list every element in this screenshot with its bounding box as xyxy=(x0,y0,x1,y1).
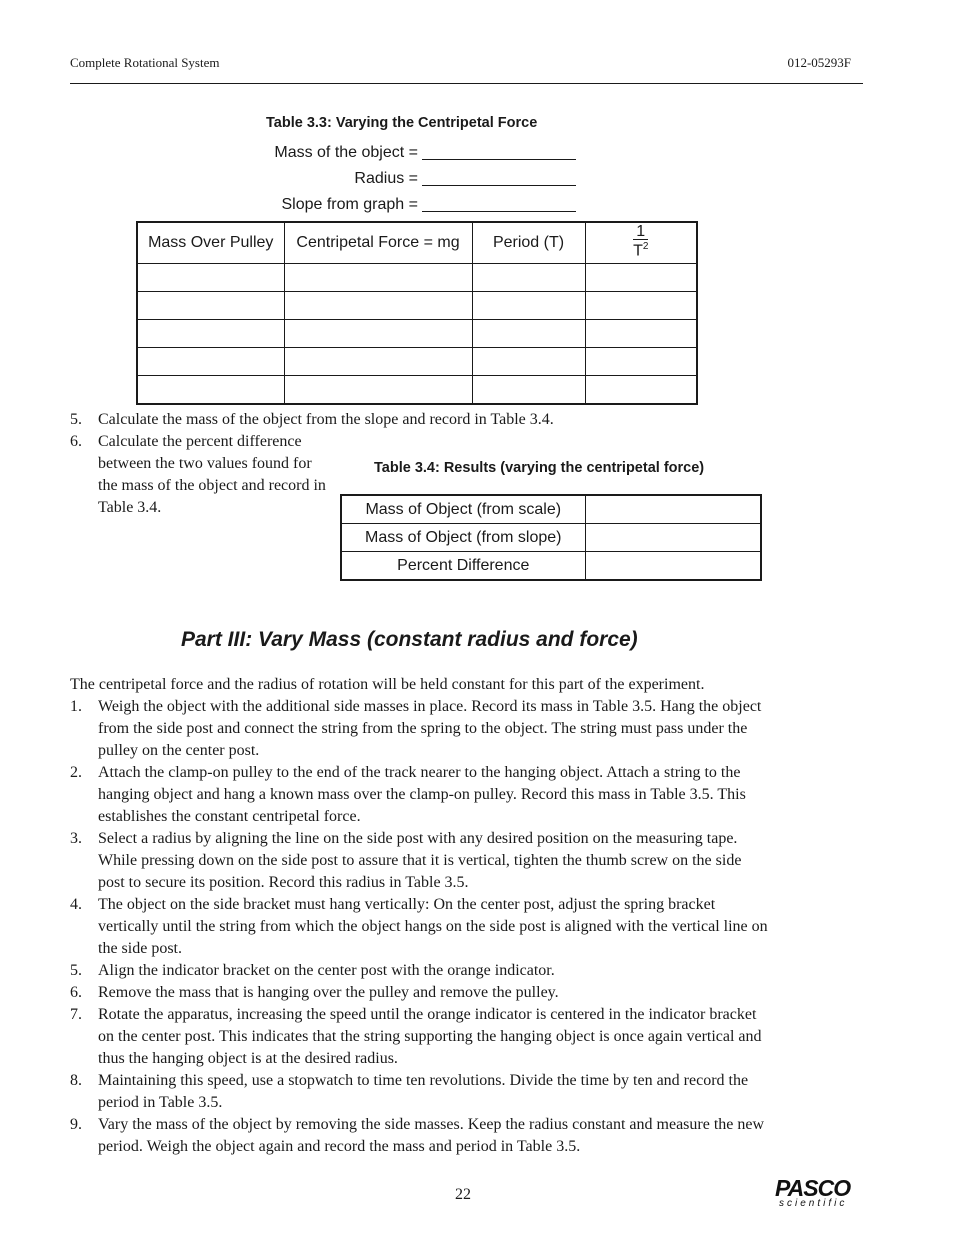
step-number: 2. xyxy=(70,764,82,781)
table-3-4-caption: Table 3.4: Results (varying the centripetal force) xyxy=(374,460,705,476)
step-number: 8. xyxy=(70,1072,82,1089)
step-number: 6. xyxy=(70,984,82,1001)
table-cell[interactable] xyxy=(472,376,585,405)
step-text: The object on the side bracket must hang vertically: On the center post, adjust the spring bracket vertically until the string from which the object hangs on the side post is aligned with the vertical line on the side post. xyxy=(98,896,768,957)
list-item xyxy=(70,409,788,431)
table-cell[interactable] xyxy=(284,376,472,405)
step-number: 7. xyxy=(70,1006,82,1023)
table-cell[interactable] xyxy=(585,264,697,292)
table-cell[interactable] xyxy=(585,292,697,320)
list-item xyxy=(70,960,770,982)
pasco-logo xyxy=(775,1175,863,1210)
field-label: Mass of the object = xyxy=(274,144,418,161)
fill-in-blank xyxy=(422,159,576,160)
table-3-4 xyxy=(340,494,762,581)
list-item xyxy=(70,982,770,1004)
table-header-row xyxy=(137,222,697,264)
table-row xyxy=(341,495,761,524)
step-text: Attach the clamp-on pulley to the end of the track nearer to the hanging object. Attach a string to the hanging object and hang a known mass over the clamp-on pulley. Record this mass in Table 3.5. This establishes the constant centripetal force. xyxy=(98,764,746,825)
list-item xyxy=(70,762,770,828)
step-number: 3. xyxy=(70,830,82,847)
fraction-denominator xyxy=(633,240,648,258)
row-label-mass-from-slope: Mass of Object (from slope) xyxy=(341,524,585,552)
table-row xyxy=(137,348,697,376)
list-item xyxy=(70,894,770,960)
list-item xyxy=(70,1114,770,1158)
step-number: 5. xyxy=(70,411,82,428)
step-text: Maintaining this speed, use a stopwatch to time ten revolutions. Divide the time by ten and record the period in Table 3.5. xyxy=(98,1072,749,1111)
table-cell[interactable] xyxy=(137,376,284,405)
fraction-numerator: 1 xyxy=(633,225,648,240)
part-3-body xyxy=(70,674,770,1158)
table-cell[interactable] xyxy=(585,524,761,552)
table-cell[interactable] xyxy=(585,348,697,376)
fraction xyxy=(633,225,648,258)
table-cell[interactable] xyxy=(284,348,472,376)
table-cell[interactable] xyxy=(585,376,697,405)
column-header-period: Period (T) xyxy=(472,222,585,264)
step-text: Calculate the percent difference between the two values found for the mass of the object and record in Table 3.4. xyxy=(98,433,326,516)
row-label-mass-from-scale: Mass of Object (from scale) xyxy=(341,495,585,524)
table-3-3 xyxy=(136,221,698,405)
exponent: 2 xyxy=(642,241,649,253)
logo-wordmark: PASCO xyxy=(775,1175,851,1201)
table-cell[interactable] xyxy=(472,348,585,376)
header-rule xyxy=(70,83,863,84)
fill-in-blank xyxy=(422,211,576,212)
table-row xyxy=(137,376,697,405)
step-number: 9. xyxy=(70,1116,82,1133)
table-row xyxy=(137,264,697,292)
table-cell[interactable] xyxy=(137,264,284,292)
step-text: Remove the mass that is hanging over the pulley and remove the pulley. xyxy=(98,984,559,1001)
table-cell[interactable] xyxy=(585,495,761,524)
table-3-3-caption: Table 3.3: Varying the Centripetal Force xyxy=(266,115,538,131)
list-item xyxy=(70,828,770,894)
fill-in-blank xyxy=(422,185,576,186)
intro-paragraph: The centripetal force and the radius of rotation will be held constant for this part of the experiment. xyxy=(70,676,705,693)
table-cell[interactable] xyxy=(585,552,761,581)
step-text: Weigh the object with the additional side masses in place. Record its mass in Table 3.5. Hang the object from the side post and connect the string from the spring to the object. The string must pass under the pulley on the center post. xyxy=(98,698,762,759)
column-header-centripetal-force: Centripetal Force = mg xyxy=(284,222,472,264)
table-cell[interactable] xyxy=(472,292,585,320)
page-number: 22 xyxy=(455,1186,471,1203)
logo-tagline: scientific xyxy=(779,1198,848,1209)
table-cell[interactable] xyxy=(137,348,284,376)
step-text: Vary the mass of the object by removing the side masses. Keep the radius constant and measure the new period. Weigh the object again and record the mass and period in Table 3.5. xyxy=(98,1116,765,1155)
step-number: 5. xyxy=(70,962,82,979)
step-text: Calculate the mass of the object from the slope and record in Table 3.4. xyxy=(98,411,554,428)
step-text: Align the indicator bracket on the center post with the orange indicator. xyxy=(98,962,555,979)
table-row xyxy=(341,524,761,552)
table-row xyxy=(341,552,761,581)
step-text: Rotate the apparatus, increasing the speed until the orange indicator is centered in the indicator bracket on the center post. This indicates that the string supporting the hanging object is once again vertical and thus the hanging object is at the desired radius. xyxy=(98,1006,762,1067)
field-label: Radius = xyxy=(354,170,418,187)
step-number: 1. xyxy=(70,698,82,715)
step-text: Select a radius by aligning the line on the side post with any desired position on the measuring tape. While pressing down on the side post to assure that it is vertical, tighten the thumb screw on the side post to secure its position. Record this radius in Table 3.5. xyxy=(98,830,742,891)
table-cell[interactable] xyxy=(472,320,585,348)
table-cell[interactable] xyxy=(284,292,472,320)
table-cell[interactable] xyxy=(472,264,585,292)
list-item xyxy=(70,1004,770,1070)
table-row xyxy=(137,320,697,348)
table-cell[interactable] xyxy=(284,320,472,348)
running-header-title: Complete Rotational System xyxy=(70,55,220,70)
document-number: 012-05293F xyxy=(787,55,851,70)
section-heading: Part III: Vary Mass (constant radius and force) xyxy=(181,628,638,651)
table-cell[interactable] xyxy=(137,292,284,320)
denominator-symbol: T xyxy=(633,242,643,260)
field-label: Slope from graph = xyxy=(281,196,418,213)
step-number: 6. xyxy=(70,433,82,450)
table-cell[interactable] xyxy=(284,264,472,292)
table-cell[interactable] xyxy=(137,320,284,348)
list-item xyxy=(70,696,770,762)
list-item xyxy=(70,431,330,519)
column-header-inverse-period-squared xyxy=(585,222,697,264)
step-number: 4. xyxy=(70,896,82,913)
table-row xyxy=(137,292,697,320)
column-header-mass-over-pulley: Mass Over Pulley xyxy=(137,222,284,264)
row-label-percent-difference: Percent Difference xyxy=(341,552,585,581)
list-item xyxy=(70,1070,770,1114)
table-cell[interactable] xyxy=(585,320,697,348)
